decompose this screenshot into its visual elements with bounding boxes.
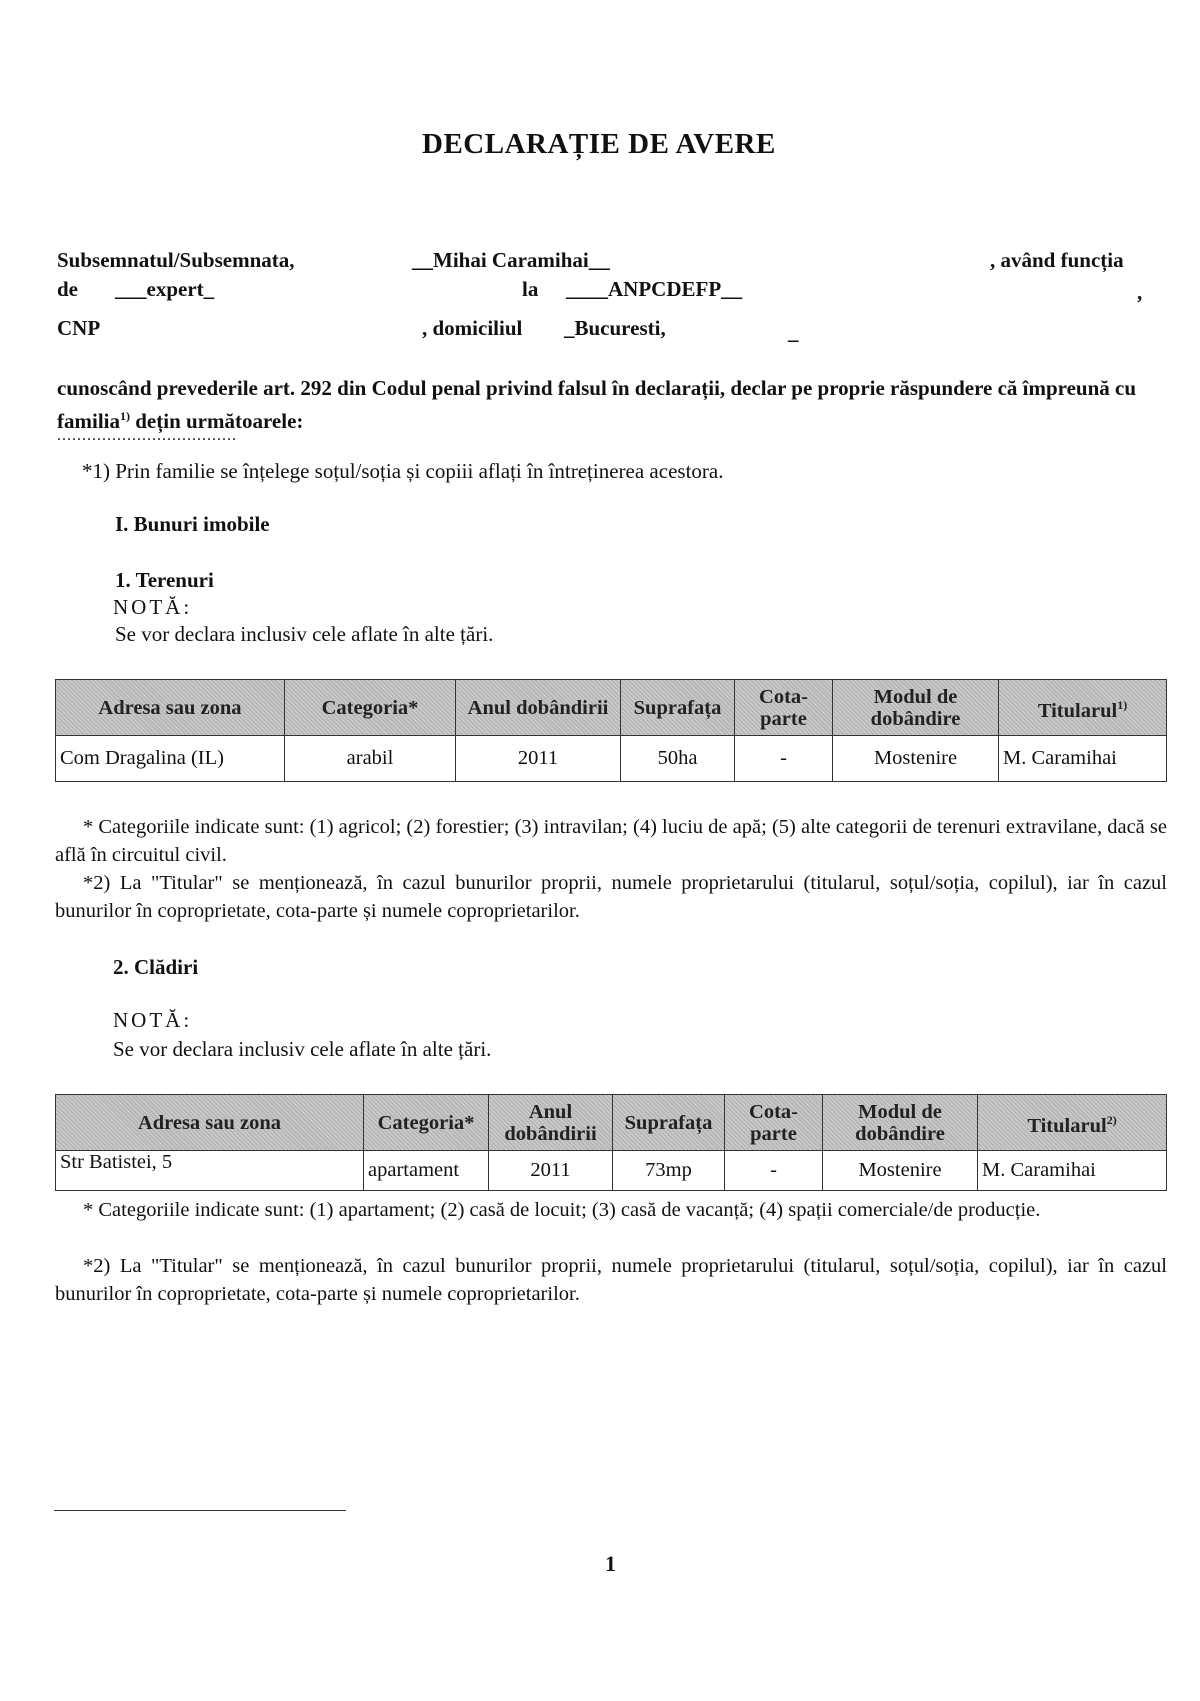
table-cell: 2011 — [489, 1151, 613, 1191]
terenuri-table — [55, 679, 1167, 782]
terenuri-titular-note: *2) La "Titular" se menționează, în cazul bunurilor proprii, numele proprietarului (titularul, soțul/soția, copilul), iar în cazul bunurilor în coproprietate, cota-parte și numele coproprietarilor. — [55, 872, 1167, 922]
column-header: Adresa sau zona — [56, 1095, 364, 1151]
domiciliul-label: , domiciliul — [422, 316, 523, 340]
column-header: Cota-parte — [725, 1095, 823, 1151]
column-header-titular — [999, 680, 1167, 736]
titular-label: Titularul — [1037, 699, 1118, 722]
domicile-value: _Bucuresti, — [564, 316, 666, 340]
institution-value: ____ANPCDEFP__ — [566, 277, 743, 301]
la-label: la — [522, 277, 539, 301]
titular-sup: 1) — [1117, 697, 1128, 712]
cnp-label: CNP — [57, 316, 101, 340]
section-heading-imobile: I. Bunuri imobile — [115, 512, 270, 536]
subsection-heading-terenuri: 1. Terenuri — [115, 568, 214, 592]
functia-label: , având funcția — [990, 248, 1124, 272]
nota-label: NOTĂ: — [113, 1008, 193, 1032]
table-row — [56, 736, 1167, 782]
subsemnatul-label: Subsemnatul/Subsemnata, — [57, 248, 295, 272]
nota-label: NOTĂ: — [113, 595, 193, 619]
table-cell: apartament — [364, 1151, 489, 1191]
declaration-end: dețin următoarele: — [130, 409, 304, 433]
table-cell: Mostenire — [833, 736, 999, 782]
column-header: Suprafața — [613, 1095, 725, 1151]
cladiri-table — [55, 1094, 1167, 1191]
de-label: de — [57, 277, 78, 301]
table-header-row — [56, 680, 1167, 736]
dotted-line: .................................... — [57, 427, 237, 444]
table-cell: M. Caramihai — [978, 1151, 1167, 1191]
function-value: ___expert_ — [115, 277, 215, 301]
cladiri-categories-note: * Categoriile indicate sunt: (1) apartament; (2) casă de locuit; (3) casă de vacanță; (4) spații comerciale/de producție. — [83, 1199, 1041, 1221]
column-header: Anul dobândirii — [456, 680, 621, 736]
page-title: DECLARAȚIE DE AVERE — [422, 128, 776, 160]
column-header: Categoria* — [285, 680, 456, 736]
declarant-name: __Mihai Caramihai__ — [412, 248, 610, 272]
column-header: Suprafața — [621, 680, 735, 736]
titular-label: Titularul — [1027, 1114, 1107, 1137]
table-cell: Com Dragalina (IL) — [56, 736, 285, 782]
table-cell: 73mp — [613, 1151, 725, 1191]
column-header: Modul de dobândire — [833, 680, 999, 736]
subsection-heading-cladiri: 2. Clădiri — [113, 955, 199, 979]
column-header: Anul dobândirii — [489, 1095, 613, 1151]
table-header-row — [56, 1095, 1167, 1151]
table-cell: 50ha — [621, 736, 735, 782]
table-cell: - — [735, 736, 833, 782]
nota-text: Se vor declara inclusiv cele aflate în alte țări. — [113, 1037, 492, 1061]
table-cell: - — [725, 1151, 823, 1191]
column-header: Categoria* — [364, 1095, 489, 1151]
table-cell: M. Caramihai — [999, 736, 1167, 782]
cladiri-titular-note: *2) La "Titular" se menționează, în cazul bunurilor proprii, numele proprietarului (titularul, soțul/soția, copilul), iar în cazul bunurilor în coproprietate, cota-parte și numele coproprietarilor. — [55, 1255, 1167, 1305]
declaration-paragraph — [57, 374, 1137, 435]
table-cell: Str Batistei, 5 — [56, 1151, 364, 1191]
declaration-text: cunoscând prevederile art. 292 din Codul penal privind falsul în declarații, declar pe proprie răspundere că împreună cu familia — [57, 376, 1137, 433]
page-number: 1 — [605, 1551, 616, 1576]
column-header: Cota-parte — [735, 680, 833, 736]
titular-sup: 2) — [1106, 1112, 1117, 1127]
table-cell: arabil — [285, 736, 456, 782]
terenuri-categories-note: * Categoriile indicate sunt: (1) agricol; (2) forestier; (3) intravilan; (4) luciu de apă; (5) alte categorii de terenuri extravilane, dacă se află în circuitul civil. — [55, 816, 1167, 866]
declaration-sup: 1) — [120, 409, 130, 423]
header-comma: , — [1137, 280, 1143, 304]
domicile-trail: _ — [788, 320, 799, 344]
table-row — [56, 1151, 1167, 1191]
nota-text: Se vor declara inclusiv cele aflate în alte țări. — [115, 622, 494, 646]
column-header: Adresa sau zona — [56, 680, 285, 736]
table-cell: 2011 — [456, 736, 621, 782]
column-header-titular — [978, 1095, 1167, 1151]
column-header: Modul de dobândire — [823, 1095, 978, 1151]
footnote-rule — [54, 1510, 346, 1511]
table-cell: Mostenire — [823, 1151, 978, 1191]
family-footnote: *1) Prin familie se înțelege soțul/soția și copiii aflați în întreținerea acestora. — [82, 459, 724, 483]
